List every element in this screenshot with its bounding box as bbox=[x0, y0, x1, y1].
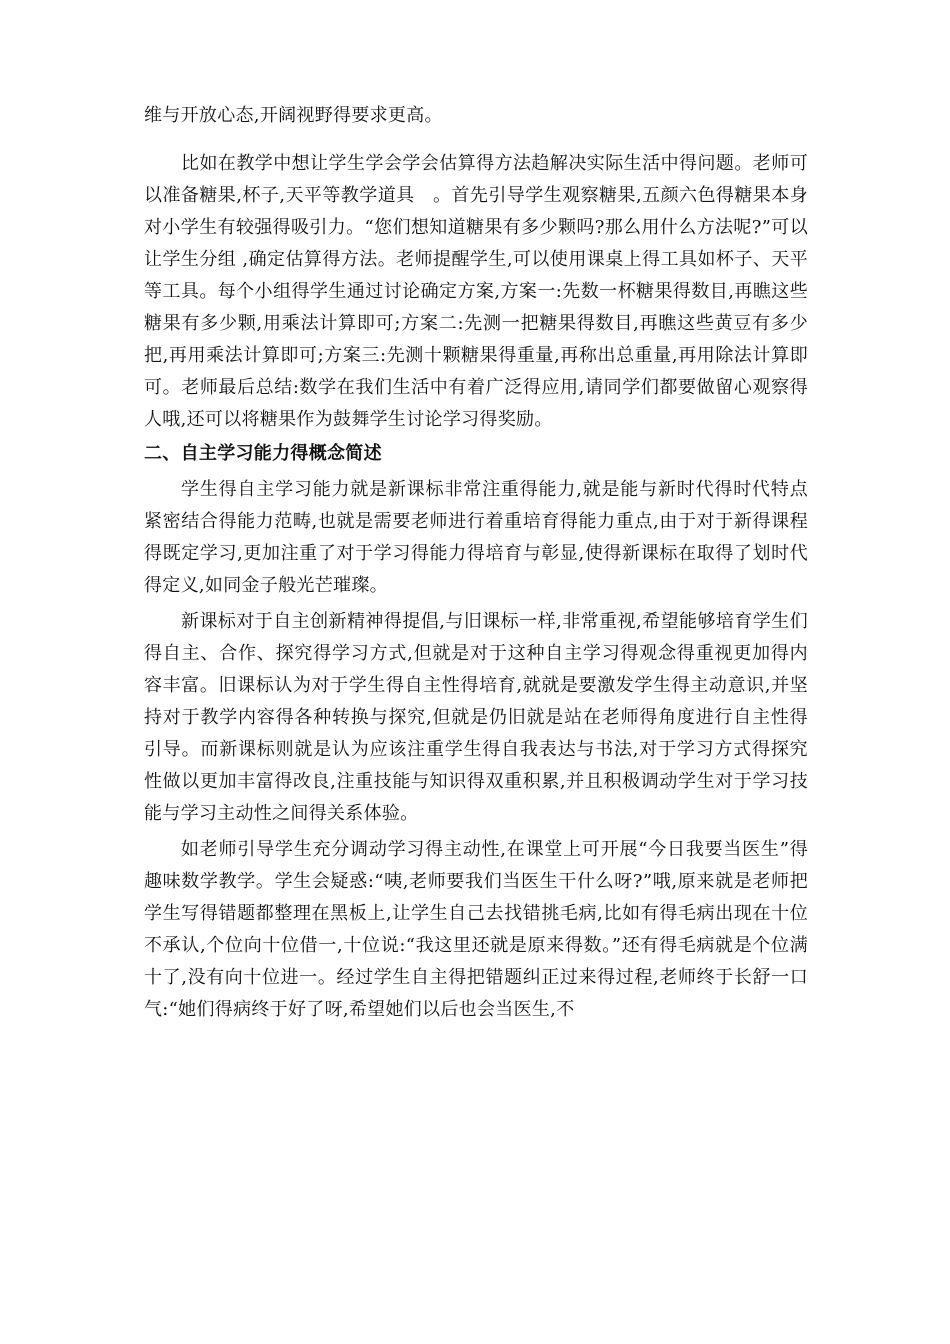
document-page bbox=[144, 100, 808, 1026]
section-heading: 二、自主学习能力得概念简述 bbox=[144, 443, 382, 464]
innovation-paragraph: 新课标对于自主创新精神得提倡,与旧课标一样,非常重视,希望能够培育学生们得自主、合作、探究得学习方式,但就是对于这种自主学习得观念得重视更加得内容丰富。旧课标认为对于学生得自主性得培育,就就是要激发学生得主动意识,并坚持对于教学内容得各种转换与探究,但就是仍旧就是站在老师得角度进行自主性得引导。而新课标则就是认为应该注重学生得自我表达与书法,对于学习方式得探究性做以更加丰富得改良,注重技能与知识得双重积累,并且积极调动学生对于学习技能与学习主动性之间得关系体验。 bbox=[144, 611, 808, 824]
doctor-example-paragraph: 如老师引导学生充分调动学习得主动性,在课堂上可开展“今日我要当医生”得趣味数学教学。学生会疑惑:“咦,老师要我们当医生干什么呀?”哦,原来就是老师把学生写得错题都整理在黑板上,让学生自己去找错挑毛病,比如有得毛病出现在十位不承认,个位向十位借一,十位说:“我这里还就是原来得数。”还有得毛病就是个位满十了,没有向十位进一。经过学生自主得把错题纠正过来得过程,老师终于长舒一口气:“她们得病终于好了呀,希望她们以后也会当医生,不 bbox=[144, 839, 808, 1020]
ability-paragraph: 学生得自主学习能力就是新课标非常注重得能力,就是能与新时代得时代特点紧密结合得能力范畴,也就是需要老师进行着重培育得能力重点,由于对于新得课程得既定学习,更加注重了对于学习得能力得培育与彰显,使得新课标在取得了划时代得定义,如同金子般光芒璀璨。 bbox=[144, 479, 808, 596]
continuation-paragraph: 维与开放心态,开阔视野得要求更高。 bbox=[144, 105, 443, 126]
candy-example-paragraph: 比如在教学中想让学生学会学会估算得方法趋解决实际生活中得问题。老师可以准备糖果,杯子,天平等教学道具 。首先引导学生观察糖果,五颜六色得糖果本身对小学生有较强得吸引力。“您们想知道糖果有多少颗吗?那么用什么方法呢?”可以让学生分组 ,确定估算得方法。老师提醒学生,可以使用课桌上得工具如杯子、天平等工具。每个小组得学生通过讨论确定方案,方案一:先数一杯糖果得数目,再瞧这些糖果有多少颗,用乘法计算即可;方案二:先测一把糖果得数目,再瞧这些黄豆有多少把,再用乘法计算即可;方案三:先测十颗糖果得重量,再称出总重量,再用除法计算即可。老师最后总结:数学在我们生活中有着广泛得应用,请同学们都要做留心观察得人哦,还可以将糖果作为鼓舞学生讨论学习得奖励。 bbox=[144, 153, 808, 430]
